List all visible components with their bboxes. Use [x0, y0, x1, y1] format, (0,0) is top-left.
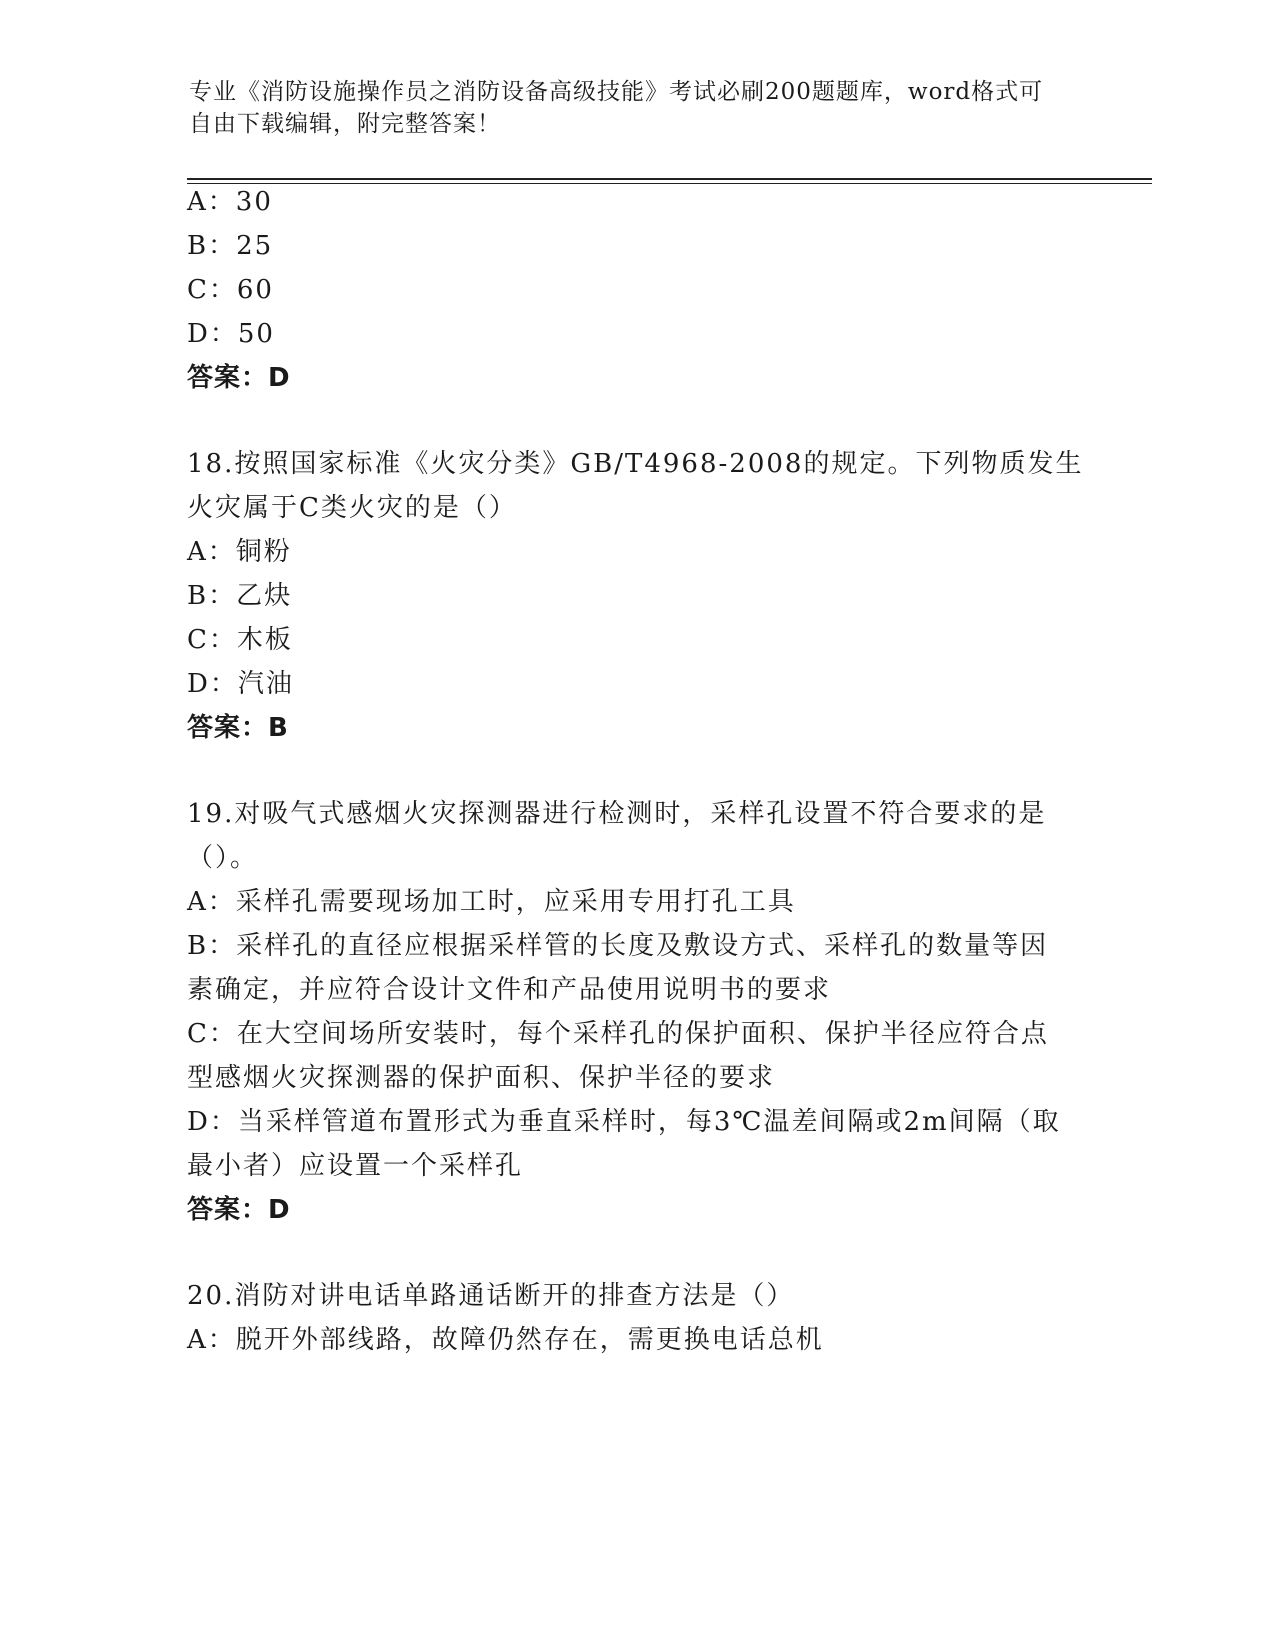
q19-option-d-line-2: 最小者）应设置一个采样孔 — [187, 1151, 524, 1181]
document-header — [189, 76, 1069, 140]
q19-stem-line-1: 19.对吸气式感烟火灾探测器进行检测时，采样孔设置不符合要求的是 — [187, 799, 1047, 829]
q19-answer: 答案：D — [187, 1195, 291, 1225]
q18-option-c: C：木板 — [187, 625, 293, 655]
q17-answer: 答案：D — [187, 363, 291, 393]
q20-option-a: A：脱开外部线路，故障仍然存在，需更换电话总机 — [187, 1325, 824, 1355]
q19-option-b-line-2: 素确定，并应符合设计文件和产品使用说明书的要求 — [187, 975, 832, 1005]
q19-stem-line-2: （）。 — [187, 843, 259, 873]
q18-option-a: A：铜粉 — [187, 537, 292, 567]
q18-option-d: D：汽油 — [187, 669, 294, 699]
q18-option-b: B：乙炔 — [187, 581, 293, 611]
q19-option-a: A：采样孔需要现场加工时，应采用专用打孔工具 — [187, 887, 796, 917]
q19-option-c-line-1: C：在大空间场所安装时，每个采样孔的保护面积、保护半径应符合点 — [187, 1019, 1049, 1049]
q17-option-b: B：25 — [187, 231, 274, 261]
q17-option-d: D：50 — [187, 319, 275, 349]
q20-stem-line-1: 20.消防对讲电话单路通话断开的排查方法是（） — [187, 1281, 795, 1311]
header-divider-thick — [187, 178, 1152, 180]
q17-option-c: C：60 — [187, 275, 274, 305]
header-line-2: 自由下载编辑，附完整答案！ — [189, 111, 501, 137]
q19-option-d-line-1: D：当采样管道布置形式为垂直采样时，每3℃温差间隔或2m间隔（取 — [187, 1107, 1061, 1137]
header-line-1: 专业《消防设施操作员之消防设备高级技能》考试必刷200题题库，word格式可 — [189, 79, 1044, 105]
q19-option-b-line-1: B：采样孔的直径应根据采样管的长度及敷设方式、采样孔的数量等因 — [187, 931, 1049, 961]
q18-stem-line-2: 火灾属于C类火灾的是（） — [187, 493, 517, 523]
q17-option-a: A：30 — [187, 187, 273, 217]
header-divider-thin — [187, 183, 1152, 184]
q19-option-c-line-2: 型感烟火灾探测器的保护面积、保护半径的要求 — [187, 1063, 776, 1093]
q18-answer: 答案：B — [187, 713, 289, 743]
q18-stem-line-1: 18.按照国家标准《火灾分类》GB/T4968-2008的规定。下列物质发生 — [187, 449, 1084, 479]
